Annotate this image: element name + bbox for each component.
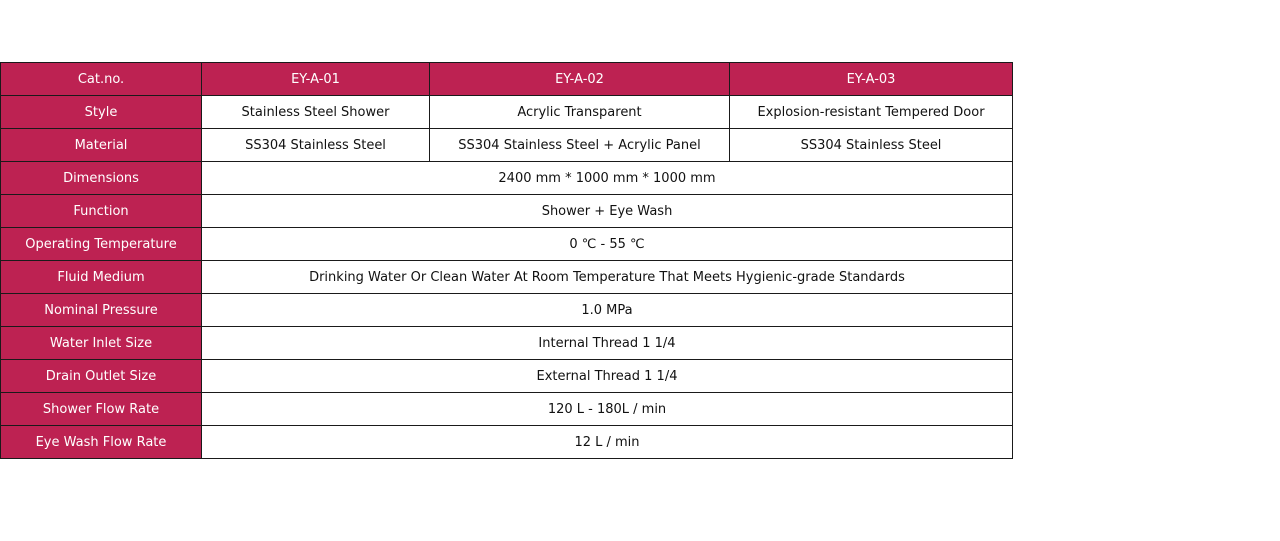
- table-row-dimensions: [1, 162, 1013, 195]
- dimensions-value: 2400 mm * 1000 mm * 1000 mm: [202, 162, 1013, 195]
- header-cat-no: Cat.no.: [1, 63, 202, 96]
- table-row-material: [1, 129, 1013, 162]
- table-row-water-inlet-size: [1, 327, 1013, 360]
- row-label-nominal-pressure: Nominal Pressure: [1, 294, 202, 327]
- row-label-fluid-medium: Fluid Medium: [1, 261, 202, 294]
- operating-temperature-value: 0 ℃ - 55 ℃: [202, 228, 1013, 261]
- row-label-drain-outlet-size: Drain Outlet Size: [1, 360, 202, 393]
- table-row-fluid-medium: [1, 261, 1013, 294]
- row-label-dimensions: Dimensions: [1, 162, 202, 195]
- material-model-1: SS304 Stainless Steel: [202, 129, 430, 162]
- fluid-medium-value: Drinking Water Or Clean Water At Room Temperature That Meets Hygienic-grade Standards: [202, 261, 1013, 294]
- table-row-eye-wash-flow-rate: [1, 426, 1013, 459]
- header-model-2: EY-A-02: [430, 63, 730, 96]
- drain-outlet-size-value: External Thread 1 1/4: [202, 360, 1013, 393]
- table-row-drain-outlet-size: [1, 360, 1013, 393]
- table-header-row: [1, 63, 1013, 96]
- material-model-2: SS304 Stainless Steel + Acrylic Panel: [430, 129, 730, 162]
- row-label-style: Style: [1, 96, 202, 129]
- nominal-pressure-value: 1.0 MPa: [202, 294, 1013, 327]
- row-label-water-inlet-size: Water Inlet Size: [1, 327, 202, 360]
- table-row-nominal-pressure: [1, 294, 1013, 327]
- material-model-3: SS304 Stainless Steel: [730, 129, 1013, 162]
- water-inlet-size-value: Internal Thread 1 1/4: [202, 327, 1013, 360]
- table-row-function: [1, 195, 1013, 228]
- header-model-3: EY-A-03: [730, 63, 1013, 96]
- table-row-shower-flow-rate: [1, 393, 1013, 426]
- row-label-eye-wash-flow-rate: Eye Wash Flow Rate: [1, 426, 202, 459]
- row-label-operating-temperature: Operating Temperature: [1, 228, 202, 261]
- header-model-1: EY-A-01: [202, 63, 430, 96]
- shower-flow-rate-value: 120 L - 180L / min: [202, 393, 1013, 426]
- style-model-3: Explosion-resistant Tempered Door: [730, 96, 1013, 129]
- table-row-operating-temperature: [1, 228, 1013, 261]
- row-label-function: Function: [1, 195, 202, 228]
- row-label-material: Material: [1, 129, 202, 162]
- spec-table: [0, 62, 1013, 459]
- function-value: Shower + Eye Wash: [202, 195, 1013, 228]
- row-label-shower-flow-rate: Shower Flow Rate: [1, 393, 202, 426]
- table-row-style: [1, 96, 1013, 129]
- style-model-1: Stainless Steel Shower: [202, 96, 430, 129]
- style-model-2: Acrylic Transparent: [430, 96, 730, 129]
- eye-wash-flow-rate-value: 12 L / min: [202, 426, 1013, 459]
